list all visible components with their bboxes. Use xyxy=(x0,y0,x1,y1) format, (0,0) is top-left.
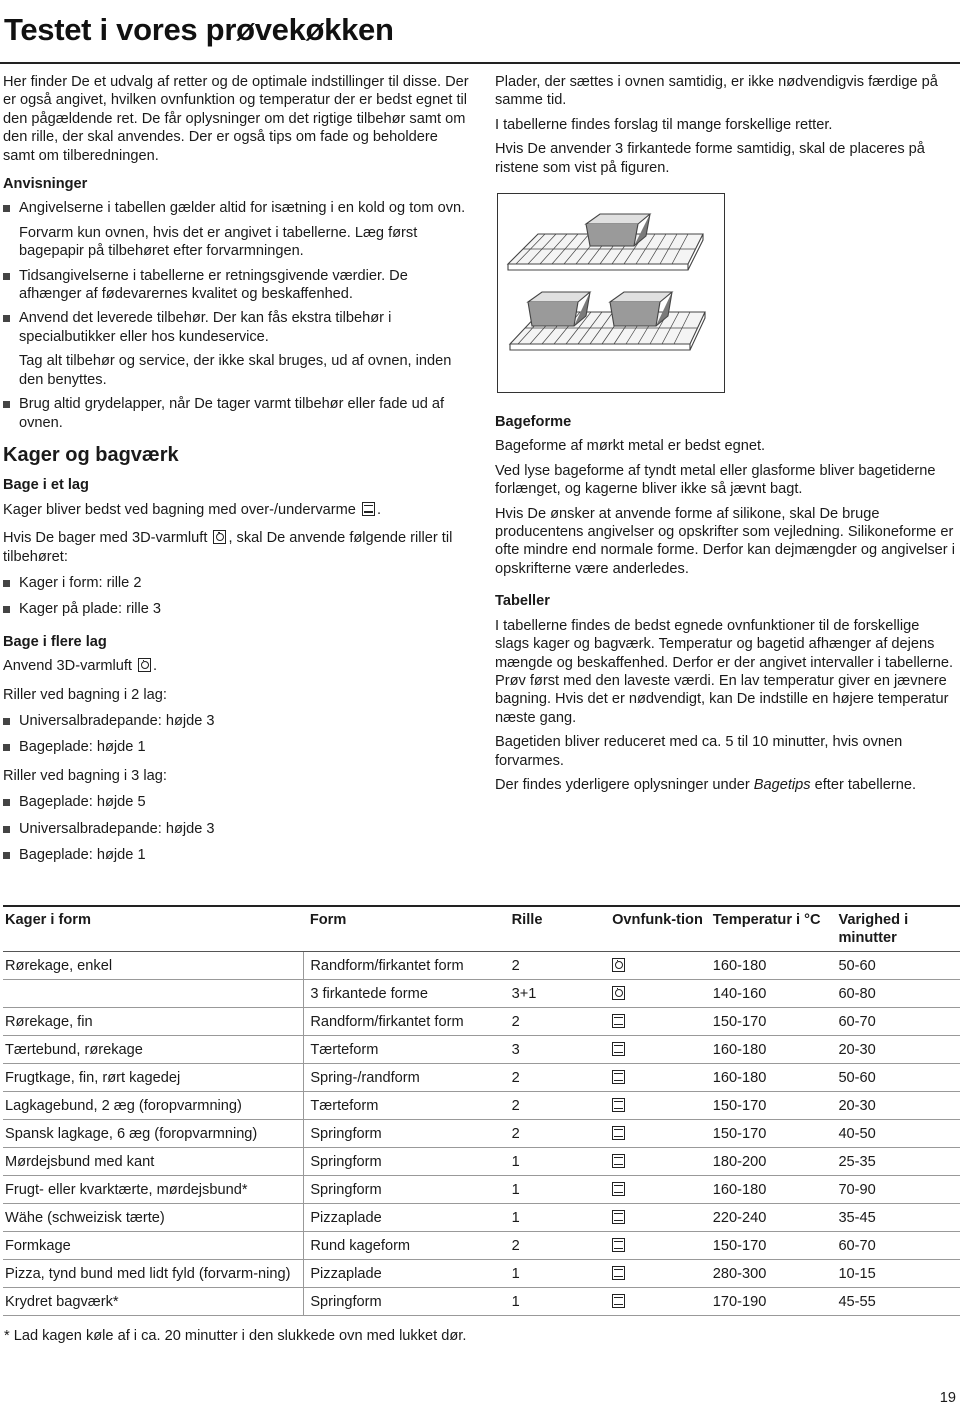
cell-function xyxy=(610,1120,711,1148)
two-levels-text: Riller ved bagning i 2 lag: xyxy=(3,686,167,703)
cell-time: 60-70 xyxy=(836,1008,960,1036)
bullet-icon xyxy=(3,205,10,212)
cell-time: 45-55 xyxy=(836,1288,960,1316)
cell-time: 10-15 xyxy=(836,1260,960,1288)
cell-rille: 2 xyxy=(510,1232,610,1260)
text: Universalbradepande: højde 3 xyxy=(19,820,215,837)
list-item xyxy=(3,600,469,618)
bullet-icon xyxy=(3,852,10,859)
cell-temp: 160-180 xyxy=(711,952,837,980)
bullet-icon xyxy=(3,718,10,725)
list-item xyxy=(3,846,469,864)
text: efter tabellerne. xyxy=(810,776,917,793)
list-item xyxy=(3,820,469,838)
cell-name: Wähe (schweizisk tærte) xyxy=(3,1204,304,1232)
cell-name: Spansk lagkage, 6 æg (foropvarmning) xyxy=(3,1120,304,1148)
cell-function xyxy=(610,1176,711,1204)
cell-time: 50-60 xyxy=(836,1064,960,1092)
cell-temp: 150-170 xyxy=(711,1120,837,1148)
cell-function xyxy=(610,1092,711,1120)
cell-form: Springform xyxy=(304,1288,510,1316)
note-text: Tag alt tilbehør og service, der ikke skal bruges, ud af ovnen, inden den benyttes. xyxy=(19,353,452,388)
cell-temp: 150-170 xyxy=(711,1232,837,1260)
fan-text xyxy=(3,529,469,566)
bullet-icon xyxy=(3,401,10,408)
rille-list xyxy=(3,574,469,619)
notes-list xyxy=(3,267,469,347)
cell-rille: 2 xyxy=(510,1092,610,1120)
text: . xyxy=(376,501,382,518)
cell-temp: 220-240 xyxy=(711,1204,837,1232)
note-text: Tidsangivelserne i tabellerne er retningsgivende værdier. De afhænger af fødevarernes kvalitet og beskaffenhed. xyxy=(19,267,408,303)
cell-name: Frugt- eller kvarktærte, mørdejsbund* xyxy=(3,1176,304,1204)
top-bottom-heat-icon xyxy=(612,1238,625,1252)
cell-function xyxy=(610,980,711,1008)
cell-rille: 2 xyxy=(510,1120,610,1148)
cell-temp: 140-160 xyxy=(711,980,837,1008)
cell-name: Krydret bagværk* xyxy=(3,1288,304,1316)
cell-rille: 1 xyxy=(510,1260,610,1288)
bageforme-heading: Bageforme xyxy=(495,414,572,431)
cakes-table-wrapper xyxy=(3,905,960,1316)
bageforme-text-3: Hvis De ønsker at anvende forme af silikone, skal De bruge producentens angivelser og opskrifter som vejledning. Silikoneforme er ofte mindre end normale forme. Derfor kan dejmængder og angivelser i opskrifterne være anderledes. xyxy=(495,505,955,577)
cell-name: Tærtebund, rørekage xyxy=(3,1036,304,1064)
top-bottom-heat-icon xyxy=(612,1210,625,1224)
table-row xyxy=(3,1148,960,1176)
cell-name: Rørekage, fin xyxy=(3,1008,304,1036)
cell-form: Spring-/randform xyxy=(304,1064,510,1092)
top-bottom-heat-icon xyxy=(612,1014,625,1028)
note-text: Anvend det leverede tilbehør. Der kan fås ekstra tilbehør i specialbutikker eller hos kundeservice. xyxy=(19,310,392,345)
cell-function xyxy=(610,1232,711,1260)
cell-temp: 170-190 xyxy=(711,1288,837,1316)
top-bottom-heat-icon xyxy=(612,1154,625,1168)
cell-temp: 180-200 xyxy=(711,1148,837,1176)
oven-racks-figure xyxy=(497,193,725,393)
cell-name: Lagkagebund, 2 æg (foropvarmning) xyxy=(3,1092,304,1120)
bullet-icon xyxy=(3,273,10,280)
table-row xyxy=(3,1120,960,1148)
cell-rille: 2 xyxy=(510,1064,610,1092)
tables-info-text: I tabellerne findes forslag til mange forskellige retter. xyxy=(495,116,833,133)
cell-temp: 150-170 xyxy=(711,1092,837,1120)
text: , skal De anvende følgende riller til tilbehøret: xyxy=(3,530,453,565)
table-row xyxy=(3,1260,960,1288)
top-bottom-heat-icon xyxy=(612,1126,625,1140)
cell-function xyxy=(610,1288,711,1316)
cell-function xyxy=(610,1008,711,1036)
note-text: Brug altid grydelapper, når De tager varmt tilbehør eller fade ud af ovnen. xyxy=(19,396,445,431)
footnote: * Lad kagen køle af i ca. 20 minutter i den slukkede ovn med lukket dør. xyxy=(4,1328,467,1344)
title-bar xyxy=(0,0,960,64)
cell-name: Frugtkage, fin, rørt kagedej xyxy=(3,1064,304,1092)
table-row xyxy=(3,980,960,1008)
cell-form: Springform xyxy=(304,1148,510,1176)
notes-list xyxy=(3,395,469,432)
plates-text: Plader, der sættes i ovnen samtidig, er ikke nødvendigvis færdige på samme tid. xyxy=(495,74,938,109)
cell-time: 20-30 xyxy=(836,1036,960,1064)
cell-form: Tærteform xyxy=(304,1092,510,1120)
racks-illustration xyxy=(498,194,724,392)
list-item xyxy=(3,738,469,756)
bageforme-text-1: Bageforme af mørkt metal er bedst egnet. xyxy=(495,438,766,455)
text: Universalbradepande: højde 3 xyxy=(19,712,215,729)
cell-rille: 3+1 xyxy=(510,980,610,1008)
top-bottom-heat-icon xyxy=(612,1070,625,1084)
page-title: Testet i vores prøvekøkken xyxy=(4,12,394,47)
tabeller-heading: Tabeller xyxy=(495,593,550,610)
cell-time: 20-30 xyxy=(836,1092,960,1120)
text: Kager på plade: rille 3 xyxy=(19,601,161,618)
header-duration: Varighed i minutter xyxy=(836,906,960,952)
cell-name: Rørekage, enkel xyxy=(3,952,304,980)
intro-text: Her finder De et udvalg af retter og de optimale indstillinger til disse. Der er også angivet, hvilken ovnfunktion og temperatur der er bedst egnet til den pågældende ret. De får oplysninger om det rigtige tilbehør samt om den rille, der skal anvendes. Der er også tips om fade og beholdere samt om tilberedningen. xyxy=(3,74,469,164)
text: Kager bliver bedst ved bagning med over-/undervarme xyxy=(3,501,356,518)
cell-time: 70-90 xyxy=(836,1176,960,1204)
text: Anvend 3D-varmluft xyxy=(3,658,132,675)
list-item xyxy=(3,574,469,592)
table-row xyxy=(3,1036,960,1064)
left-column xyxy=(3,73,469,870)
cell-form: Springform xyxy=(304,1120,510,1148)
cell-function xyxy=(610,1148,711,1176)
cell-time: 60-70 xyxy=(836,1232,960,1260)
cell-function xyxy=(610,1036,711,1064)
cell-time: 50-60 xyxy=(836,952,960,980)
cell-name: Mørdejsbund med kant xyxy=(3,1148,304,1176)
top-bottom-heat-icon xyxy=(612,1042,625,1056)
cell-form: Tærteform xyxy=(304,1036,510,1064)
subheading-multi-level: Bage i flere lag xyxy=(3,633,107,650)
table-row xyxy=(3,1204,960,1232)
table-row xyxy=(3,1008,960,1036)
cell-temp: 160-180 xyxy=(711,1036,837,1064)
cell-time: 40-50 xyxy=(836,1120,960,1148)
bagetips-reference: Bagetips xyxy=(753,776,811,793)
text: Hvis De bager med 3D-varmluft xyxy=(3,530,208,547)
cell-form: Pizzaplade xyxy=(304,1204,510,1232)
tabeller-text-2: Bagetiden bliver reduceret med ca. 5 til 10 minutter, hvis ovnen forvarmes. xyxy=(495,734,903,769)
two-levels-list xyxy=(3,712,469,757)
cell-rille: 1 xyxy=(510,1176,610,1204)
list-item xyxy=(3,199,469,217)
table-row xyxy=(3,1232,960,1260)
table-row xyxy=(3,952,960,980)
cell-name xyxy=(3,980,304,1008)
text: Der findes yderligere oplysninger under xyxy=(495,776,754,793)
table-row xyxy=(3,1176,960,1204)
three-levels-list xyxy=(3,793,469,864)
list-item xyxy=(3,267,469,304)
section-heading: Kager og bagværk xyxy=(3,443,179,466)
table-row xyxy=(3,1092,960,1120)
note-text: Forvarm kun ovnen, hvis det er angivet i tabellerne. Læg først bagepapir på tilbehøret efter forvarmningen. xyxy=(19,224,418,260)
note-text: Angivelserne i tabellen gælder altid for isætning i en kold og tom ovn. xyxy=(19,200,466,217)
cell-name: Pizza, tynd bund med lidt fyld (forvarm-ning) xyxy=(3,1260,304,1288)
table-header-row xyxy=(3,906,960,952)
cell-form: Pizzaplade xyxy=(304,1260,510,1288)
cell-temp: 160-180 xyxy=(711,1064,837,1092)
three-levels-text: Riller ved bagning i 3 lag: xyxy=(3,767,167,784)
text: Bageplade: højde 1 xyxy=(19,847,146,863)
top-bottom-heat-icon xyxy=(612,1266,625,1280)
bullet-icon xyxy=(3,606,10,613)
fan-icon xyxy=(612,986,625,1000)
list-item xyxy=(3,395,469,432)
cell-rille: 1 xyxy=(510,1288,610,1316)
cell-temp: 150-170 xyxy=(711,1008,837,1036)
notes-heading: Anvisninger xyxy=(3,176,88,193)
cell-rille: 3 xyxy=(510,1036,610,1064)
cell-time: 25-35 xyxy=(836,1148,960,1176)
text: Bageplade: højde 5 xyxy=(19,794,146,811)
list-item xyxy=(3,309,469,346)
cell-function xyxy=(610,1260,711,1288)
cell-temp: 280-300 xyxy=(711,1260,837,1288)
page-number: 19 xyxy=(939,1390,956,1406)
cell-form: Randform/firkantet form xyxy=(304,952,510,980)
text: Kager i form: rille 2 xyxy=(19,574,142,591)
fan-icon xyxy=(138,658,151,672)
cell-rille: 1 xyxy=(510,1148,610,1176)
header-temperature: Temperatur i °C xyxy=(711,906,837,952)
three-forms-text: Hvis De anvender 3 firkantede forme samtidig, skal de placeres på ristene som vist på figuren. xyxy=(495,141,925,176)
right-column xyxy=(495,73,957,800)
cakes-table xyxy=(3,905,960,1316)
bageforme-text-2: Ved lyse bageforme af tyndt metal eller glasforme bliver bagetiderne forlænget, og kagerne bliver ikke så jævnt bagt. xyxy=(495,462,936,498)
list-item xyxy=(3,712,469,730)
cell-form: Rund kageform xyxy=(304,1232,510,1260)
top-bottom-heat-icon xyxy=(612,1098,625,1112)
top-bottom-heat-icon xyxy=(612,1182,625,1196)
cell-form: Springform xyxy=(304,1176,510,1204)
cell-form: Randform/firkantet form xyxy=(304,1008,510,1036)
subheading-one-level: Bage i et lag xyxy=(3,477,89,494)
fan-icon xyxy=(612,958,625,972)
bullet-icon xyxy=(3,315,10,322)
cell-name: Formkage xyxy=(3,1232,304,1260)
notes-list xyxy=(3,199,469,217)
bullet-icon xyxy=(3,826,10,833)
cell-rille: 1 xyxy=(510,1204,610,1232)
header-name: Kager i form xyxy=(3,906,304,952)
table-row xyxy=(3,1064,960,1092)
text: . xyxy=(153,658,158,675)
one-level-text xyxy=(3,501,469,519)
fan-icon xyxy=(213,530,226,544)
top-bottom-heat-icon xyxy=(612,1294,625,1308)
cell-function xyxy=(610,952,711,980)
bullet-icon xyxy=(3,580,10,587)
cell-rille: 2 xyxy=(510,952,610,980)
cell-time: 60-80 xyxy=(836,980,960,1008)
header-form: Form xyxy=(304,906,510,952)
table-row xyxy=(3,1288,960,1316)
cell-function xyxy=(610,1064,711,1092)
tabeller-text-3 xyxy=(495,776,957,794)
cell-rille: 2 xyxy=(510,1008,610,1036)
tabeller-text-1: I tabellerne findes de bedst egnede ovnfunktioner til de forskellige slags kager og bagværk. Temperatur og bagetid afhænger af dejens mængde og beskaffenhed. Derfor er der angivet intervaller i tabellerne. Prøv først med den laveste værdi. En lav temperatur giver en jævnere bagning. Hvis det er nødvendigt, kan De indstille en højere temperatur næste gang. xyxy=(495,617,954,726)
header-function: Ovnfunk-tion xyxy=(610,906,711,952)
cell-temp: 160-180 xyxy=(711,1176,837,1204)
bullet-icon xyxy=(3,799,10,806)
text: Bageplade: højde 1 xyxy=(19,739,146,756)
cell-form: 3 firkantede forme xyxy=(304,980,510,1008)
top-bottom-heat-icon xyxy=(362,502,375,516)
table-body xyxy=(3,952,960,1316)
header-rille: Rille xyxy=(510,906,610,952)
bullet-icon xyxy=(3,744,10,751)
cell-function xyxy=(610,1204,711,1232)
cell-time: 35-45 xyxy=(836,1204,960,1232)
list-item xyxy=(3,793,469,811)
multi-text xyxy=(3,657,469,675)
